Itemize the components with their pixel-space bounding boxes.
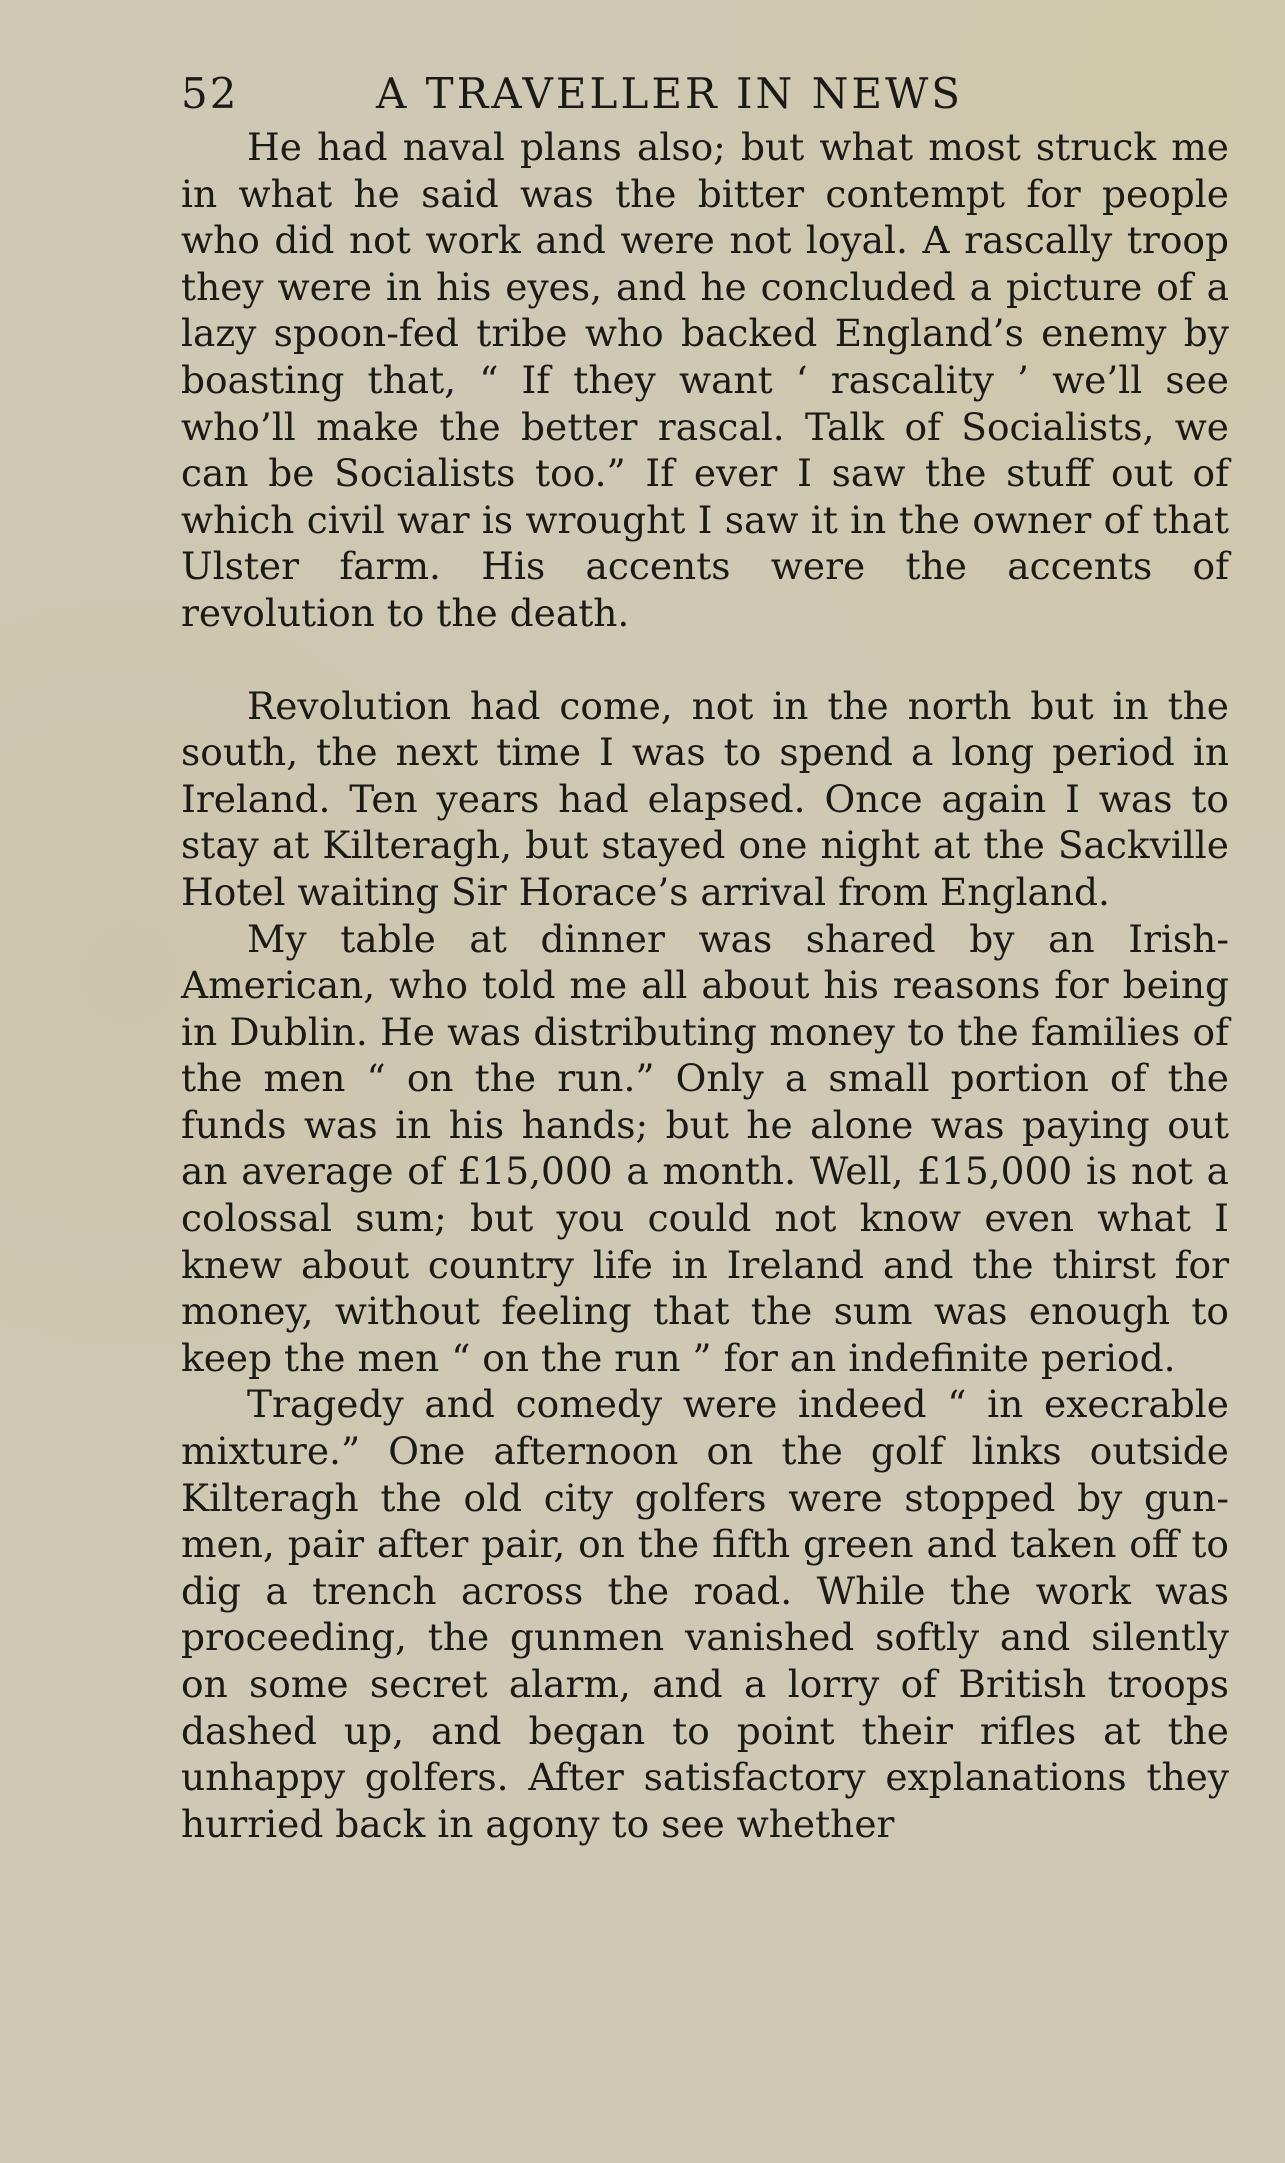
paragraph-ulster-farmer: He had naval plans also; but what most struck me in what he said was the bitter contempt for people who did not work and were not loyal. A rascally troop they were in his eyes, and he concluded a picture of a lazy spoon-fed tribe who backed England’s enemy by boasting that, “ If they want ‘ rascality ’ we’ll see who’ll make the better rascal. Talk of Socialists, we can be Socialists too.” If ever I saw the stuff out of which civil war is wrought I saw it in the owner of that Ulster farm. His accents were the accents of revolution to the death. (181, 125, 1229, 635)
running-title: A TRAVELLER IN NEWS (376, 69, 964, 118)
section-break (181, 637, 1229, 683)
paragraph-golfers: Tragedy and comedy were indeed “ in execrable mixture.” One afternoon on the golf links outside Kilteragh the old city golfers were stopped by gunmen, pair after pair, on the fifth green and taken off to dig a trench across the road. While the work was proceeding, the gunmen vanished softly and silently on some secret alarm, and a lorry of British troops dashed up, and began to point their rifles at the unhappy golfers. After satisfactory explanations they hurried back in agony to see whether (181, 1382, 1229, 1846)
book-page (181, 64, 1229, 1847)
page-number: 52 (181, 69, 239, 118)
paragraph-revolution: Revolution had come, not in the north but in the south, the next time I was to spend a long period in Ireland. Ten years had elapsed. Once again I was to stay at Kilteragh, but stayed one night at the Sackville Hotel waiting Sir Horace’s arrival from England. (181, 683, 1229, 914)
page-header (181, 64, 1229, 124)
body-text (181, 124, 1229, 1847)
paragraph-irish-american: My table at dinner was shared by an Irish-American, who told me all about his reasons for being in Dublin. He was distributing money to the families of the men “ on the run.” Only a small portion of the funds was in his hands; but he alone was paying out an average of £15,000 a month. Well, £15,000 is not a colossal sum; but you could not know even what I knew about country life in Ireland and the thirst for money, without feeling that the sum was enough to keep the men “ on the run ” for an indefinite period. (181, 916, 1229, 1380)
